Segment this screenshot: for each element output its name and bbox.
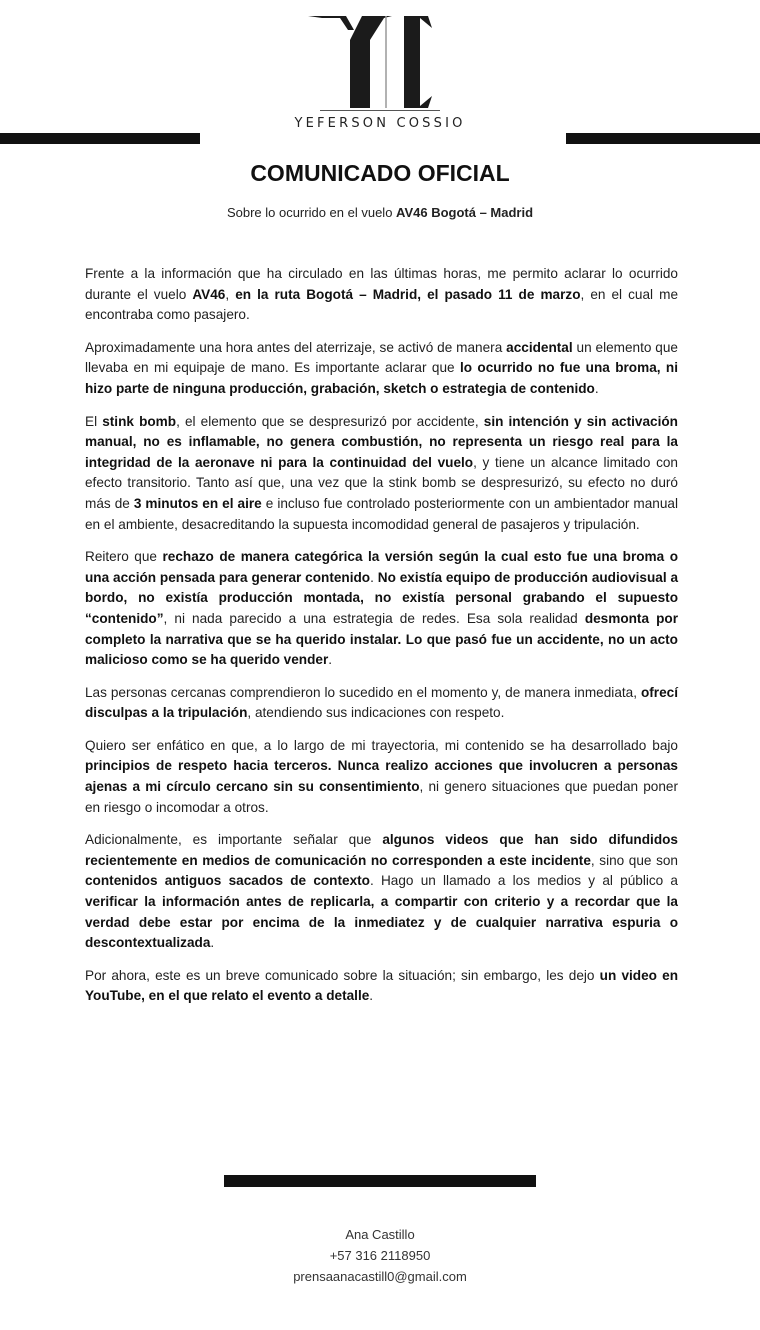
emphasis-text: desmonta por completo la narrativa que se ha querido instalar. Lo que pasó fue un accidente, no un acto malicioso como se ha querido vender [85,610,678,668]
emphasis-text: sin intención y sin activación manual, no es inflamable, no genera combustión, no representa un riesgo real para la integridad de la aeronave ni para la continuidad del vuelo [85,413,678,470]
emphasis-text: contenidos antiguos sacados de contexto [85,873,370,889]
paragraph-text: Reitero que [85,549,163,565]
yc-monogram-logo [300,10,460,114]
subtitle-flight: AV46 Bogotá – Madrid [396,205,534,220]
contact-phone: +57 316 2118950 [329,1248,431,1263]
paragraph-text: Quiero ser enfático en que, a lo largo de mi trayectoria, mi contenido se ha desarrollado bajo [85,737,678,753]
statement-paragraph [85,736,678,818]
document-title: COMUNICADO OFICIAL [250,160,510,186]
emphasis-text: stink bomb [102,413,177,429]
statement-paragraph [85,338,678,400]
emphasis-text: rechazo de manera categórica la versión según la cual esto fue una broma o una acción pensada para generar contenido [85,549,678,585]
press-contact [0,1224,760,1287]
emphasis-text: No existía equipo de producción audiovisual a bordo, no existía producción montada, no existía personal grabando el supuesto “contenido” [85,569,679,626]
paragraph-text: , el elemento que se despresurizó por accidente, [176,413,484,429]
paragraph-text: , [225,286,236,302]
paragraph-text: Frente a la información que ha circulado en las últimas horas, me permito aclarar lo ocurrido durante el vuelo [85,266,678,302]
statement-paragraph [85,830,678,954]
statement-paragraph [85,412,678,536]
emphasis-text: 3 minutos en el aire [133,495,262,511]
emphasis-text: ofrecí disculpas a la tripulación [85,684,678,721]
brand-name: YEFERSON COSSIO [294,116,466,131]
header-divider-right [566,133,760,144]
emphasis-text: un video en YouTube, en el que relato el evento a detalle [85,967,678,1004]
statement-paragraph [85,966,678,1007]
paragraph-text: Las personas cercanas comprendieron lo sucedido en el momento y, de manera inmediata, [85,684,641,700]
document-subtitle [0,205,760,220]
paragraph-text: . Hago un llamado a los medios y al público a [369,873,678,889]
paragraph-text: El [85,413,103,429]
statement-body [85,264,678,1019]
subtitle-prefix: Sobre lo ocurrido en el vuelo [226,205,397,220]
paragraph-text: e incluso fue controlado posteriormente con un ambientador manual en el ambiente, desacreditando la supuesta incomodidad general de pasajeros y tripulación. [85,495,679,532]
emphasis-text: verificar la información antes de replicarla, a compartir con criterio y a recordar que la verdad debe estar por encima de la inmediatez y de cualquier narrativa espuria o descontextualizada [85,894,678,951]
paragraph-text: , y tiene un alcance limitado con efecto transitorio. Tanto así que, una vez que la stink bomb se despresurizó, su efecto no duró más de [85,454,678,511]
paragraph-text: , ni genero situaciones que puedan poner en riesgo o incomodar a otros. [85,779,678,815]
statement-paragraph [85,547,678,671]
emphasis-text: principios de respeto hacia terceros. Nunca realizo acciones que involucren a personas ajenas a mi círculo cercano sin su consentimiento [85,758,678,795]
statement-paragraph [85,264,678,326]
paragraph-text: , sino que son [590,852,678,868]
paragraph-text: . [210,935,215,951]
paragraph-text: Adicionalmente, es importante señalar que [85,832,383,848]
paragraph-text: , ni nada parecido a una estrategia de redes. Esa sola realidad [163,610,585,626]
paragraph-text: un elemento que llevaba en mi equipaje de mano. Es importante aclarar que [85,339,678,376]
emphasis-text: accidental [506,339,573,355]
emphasis-text: lo ocurrido no fue una broma, ni hizo parte de ninguna producción, grabación, sketch o estrategia de contenido [85,360,678,396]
paragraph-text: , atendiendo sus indicaciones con respeto. [247,705,505,721]
emphasis-text: algunos videos que han sido difundidos recientemente en medios de comunicación no corresponden a este incidente [85,832,678,868]
paragraph-text: Aproximadamente una hora antes del aterrizaje, se activó de manera [85,339,507,355]
emphasis-text: en la ruta Bogotá – Madrid, el pasado 11 de marzo [235,286,581,302]
brand-logo [0,0,760,140]
footer-divider [224,1175,536,1187]
paragraph-text: . [370,569,378,585]
header-divider-left [0,133,200,144]
statement-paragraph [85,683,678,724]
paragraph-text: , en el cual me encontraba como pasajero. [85,286,679,323]
contact-email: prensaanacastill0@gmail.com [293,1269,467,1284]
contact-name: Ana Castillo [345,1227,415,1242]
paragraph-text: . [328,652,333,668]
paragraph-text: Por ahora, este es un breve comunicado sobre la situación; sin embargo, les dejo [85,967,600,983]
paragraph-text: . [369,988,374,1004]
paragraph-text: . [594,380,599,396]
emphasis-text: AV46 [192,286,226,302]
